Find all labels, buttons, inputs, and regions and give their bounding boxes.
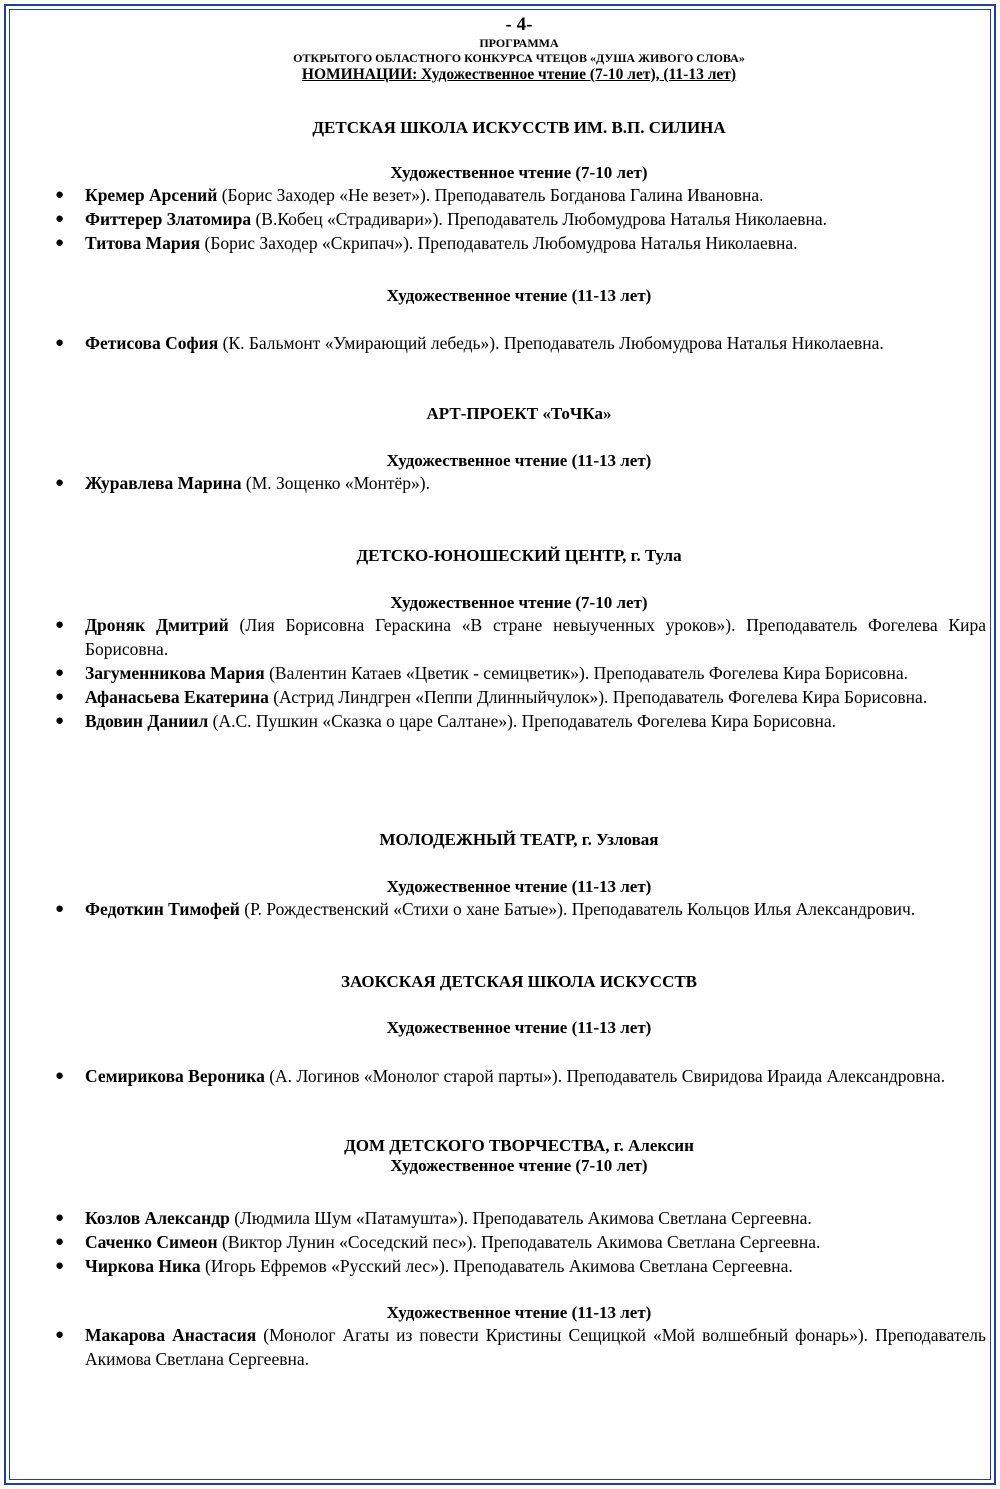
entry-details: (Игорь Ефремов «Русский лес»). Преподаватель Акимова Светлана Сергеевна. bbox=[200, 1256, 793, 1276]
section-children-creativity-house-aleksin bbox=[52, 1136, 986, 1176]
page-number: - 4- bbox=[505, 14, 533, 35]
participant-name: Федоткин Тимофей bbox=[85, 899, 240, 919]
section-title: ДЕТСКАЯ ШКОЛА ИСКУССТВ ИМ. В.П. СИЛИНА bbox=[312, 118, 726, 137]
bullet-icon: ● bbox=[55, 335, 65, 351]
participant-name: Фиттерер Златомира bbox=[85, 209, 252, 229]
nominations-line: НОМИНАЦИИ: Художественное чтение (7-10 лет), (11-13 лет) bbox=[301, 66, 737, 83]
category-group bbox=[52, 163, 986, 255]
entry-list bbox=[52, 897, 986, 921]
list-item bbox=[52, 1323, 986, 1371]
entry-details: (Астрид Линдгрен «Пеппи Длинныйчулок»). Преподаватель Фогелева Кира Борисовна. bbox=[268, 687, 928, 707]
participant-name: Саченко Симеон bbox=[85, 1232, 218, 1252]
entry-list bbox=[52, 471, 986, 495]
entry-list bbox=[52, 183, 986, 255]
list-item bbox=[52, 1254, 986, 1278]
list-item bbox=[52, 207, 986, 231]
category-group-entries bbox=[52, 331, 986, 355]
category-title: Художественное чтение (7-10 лет) bbox=[390, 163, 648, 182]
entry-details: (Борис Заходер «Скрипач»). Преподаватель Любомудрова Наталья Николаевна. bbox=[200, 233, 798, 253]
category-group-entries bbox=[52, 1206, 986, 1278]
category-title: Художественное чтение (11-13 лет) bbox=[386, 877, 652, 896]
category-group bbox=[52, 1303, 986, 1371]
program-title: ПРОГРАММА bbox=[479, 36, 559, 50]
entry-list bbox=[52, 1064, 986, 1088]
entry-list bbox=[52, 331, 986, 355]
entry-details: (М. Зощенко «Монтёр»). bbox=[241, 473, 430, 493]
section-title: ДЕТСКО-ЮНОШЕСКИЙ ЦЕНТР, г. Тула bbox=[356, 546, 682, 565]
section-silin-school bbox=[52, 118, 986, 138]
category-group bbox=[52, 877, 986, 921]
category-group bbox=[52, 451, 986, 495]
bullet-icon: ● bbox=[55, 713, 65, 729]
participant-name: Дроняк Дмитрий bbox=[85, 615, 229, 635]
list-item bbox=[52, 183, 986, 207]
contest-title: ОТКРЫТОГО ОБЛАСТНОГО КОНКУРСА ЧТЕЦОВ «ДУША ЖИВОГО СЛОВА» bbox=[293, 51, 745, 65]
bullet-icon: ● bbox=[55, 235, 65, 251]
category-group-entries bbox=[52, 1064, 986, 1088]
bullet-icon: ● bbox=[55, 901, 65, 917]
list-item bbox=[52, 1064, 986, 1088]
participant-name: Афанасьева Екатерина bbox=[85, 687, 269, 707]
list-item bbox=[52, 709, 986, 733]
bullet-icon: ● bbox=[55, 1210, 65, 1226]
section-art-project bbox=[52, 404, 986, 424]
entry-details: (Монолог Агаты из повести Кристины Сещицкой «Мой волшебный фонарь»). Преподаватель Акимова Светлана Сергеевна. bbox=[85, 1325, 986, 1369]
entry-details: (К. Бальмонт «Умирающий лебедь»). Преподаватель Любомудрова Наталья Николаевна. bbox=[218, 333, 884, 353]
category-title: Художественное чтение (11-13 лет) bbox=[386, 451, 652, 470]
category-group bbox=[52, 593, 986, 733]
section-title: ЗАОКСКАЯ ДЕТСКАЯ ШКОЛА ИСКУССТВ bbox=[340, 972, 698, 991]
bullet-icon: ● bbox=[55, 1327, 65, 1343]
participant-name: Семирикова Вероника bbox=[85, 1066, 265, 1086]
list-item bbox=[52, 685, 986, 709]
bullet-icon: ● bbox=[55, 1258, 65, 1274]
list-item bbox=[52, 331, 986, 355]
list-item bbox=[52, 897, 986, 921]
entry-details: (А.С. Пушкин «Сказка о царе Салтане»). Преподаватель Фогелева Кира Борисовна. bbox=[208, 711, 837, 731]
document-header bbox=[52, 14, 986, 84]
entry-details: (А. Логинов «Монолог старой парты»). Преподаватель Свиридова Ираида Александровна. bbox=[264, 1066, 946, 1086]
entry-list bbox=[52, 1323, 986, 1371]
list-item bbox=[52, 231, 986, 255]
entry-details: (В.Кобец «Страдивари»). Преподаватель Любомудрова Наталья Николаевна. bbox=[251, 209, 828, 229]
participant-name: Козлов Александр bbox=[85, 1208, 230, 1228]
entry-details: (Борис Заходер «Не везет»). Преподаватель Богданова Галина Ивановна. bbox=[217, 185, 764, 205]
bullet-icon: ● bbox=[55, 475, 65, 491]
bullet-icon: ● bbox=[55, 187, 65, 203]
participant-name: Чиркова Ника bbox=[85, 1256, 201, 1276]
category-group bbox=[52, 1018, 986, 1038]
category-title: Художественное чтение (11-13 лет) bbox=[386, 286, 652, 305]
list-item bbox=[52, 613, 986, 661]
list-item bbox=[52, 661, 986, 685]
section-title: АРТ-ПРОЕКТ «ТоЧКа» bbox=[426, 404, 612, 423]
category-title: Художественное чтение (11-13 лет) bbox=[386, 1018, 652, 1037]
participant-name: Титова Мария bbox=[85, 233, 201, 253]
entry-details: (Лия Борисовна Гераскина «В стране невыученных уроков»). Преподаватель Фогелева Кира Борисовна. bbox=[85, 615, 986, 659]
entry-details: (Валентин Катаев «Цветик - семицветик»). Преподаватель Фогелева Кира Борисовна. bbox=[264, 663, 909, 683]
participant-name: Вдовин Даниил bbox=[85, 711, 209, 731]
entry-details: (Виктор Лунин «Соседский пес»). Преподаватель Акимова Светлана Сергеевна. bbox=[217, 1232, 821, 1252]
entry-details: (Людмила Шум «Патамушта»). Преподаватель Акимова Светлана Сергеевна. bbox=[229, 1208, 812, 1228]
category-group bbox=[52, 286, 986, 306]
participant-name: Макарова Анастасия bbox=[85, 1325, 257, 1345]
category-title: Художественное чтение (7-10 лет) bbox=[390, 593, 648, 612]
bullet-icon: ● bbox=[55, 617, 65, 633]
entry-list bbox=[52, 1206, 986, 1278]
list-item bbox=[52, 471, 986, 495]
participant-name: Журавлева Марина bbox=[85, 473, 242, 493]
entry-list bbox=[52, 613, 986, 733]
category-title: Художественное чтение (11-13 лет) bbox=[386, 1303, 652, 1322]
bullet-icon: ● bbox=[55, 665, 65, 681]
section-title: ДОМ ДЕТСКОГО ТВОРЧЕСТВА, г. Алексин bbox=[344, 1136, 694, 1155]
bullet-icon: ● bbox=[55, 689, 65, 705]
section-youth-center-tula bbox=[52, 546, 986, 566]
section-title: МОЛОДЕЖНЫЙ ТЕАТР, г. Узловая bbox=[379, 830, 659, 849]
participant-name: Фетисова София bbox=[85, 333, 219, 353]
section-zaoksk-school bbox=[52, 972, 986, 992]
category-title: Художественное чтение (7-10 лет) bbox=[390, 1156, 648, 1175]
bullet-icon: ● bbox=[55, 1068, 65, 1084]
participant-name: Кремер Арсений bbox=[85, 185, 218, 205]
section-youth-theatre-uzlovaya bbox=[52, 830, 986, 850]
bullet-icon: ● bbox=[55, 211, 65, 227]
list-item bbox=[52, 1230, 986, 1254]
entry-details: (Р. Рождественский «Стихи о хане Батые»). Преподаватель Кольцов Илья Александрович. bbox=[239, 899, 916, 919]
bullet-icon: ● bbox=[55, 1234, 65, 1250]
list-item bbox=[52, 1206, 986, 1230]
participant-name: Загуменникова Мария bbox=[85, 663, 265, 683]
